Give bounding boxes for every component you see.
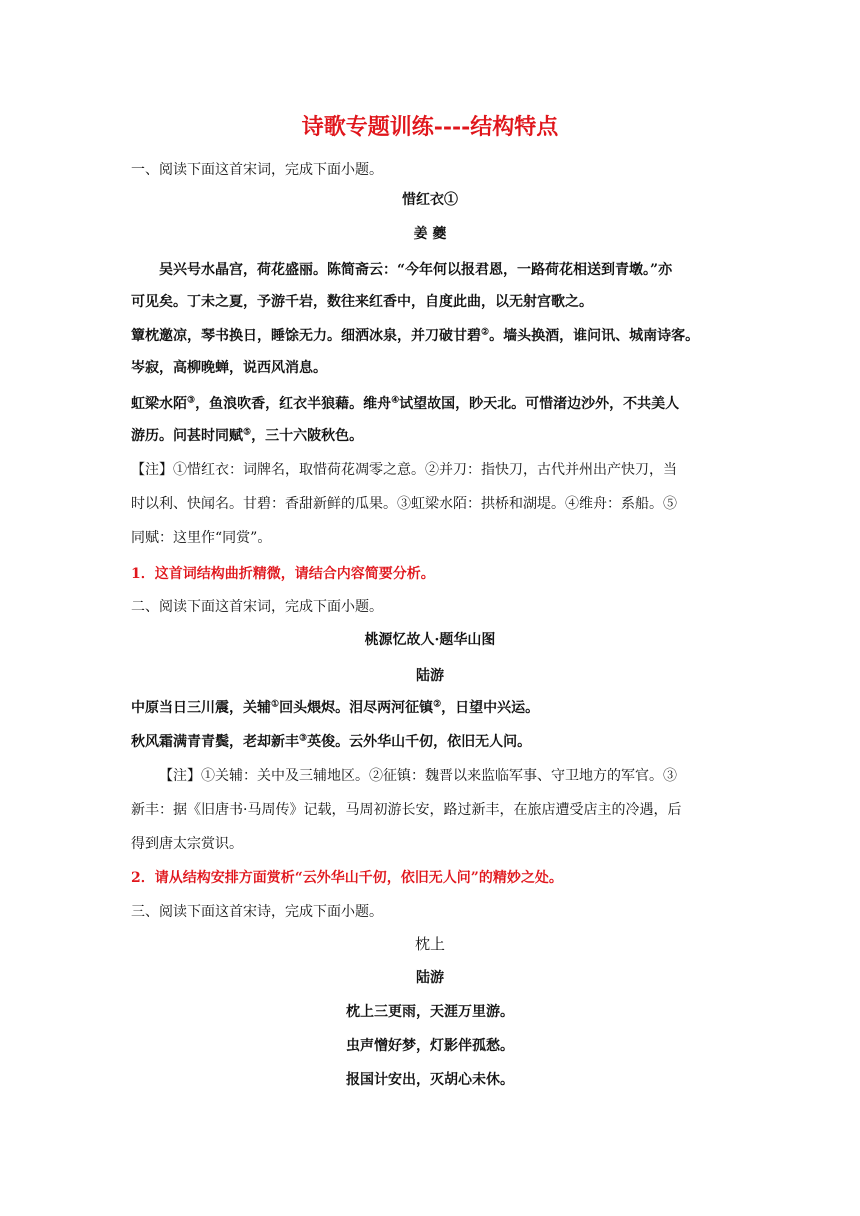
poem-3-line-1: 枕上三更雨，天涯万里游。 bbox=[346, 1004, 514, 1020]
poem-1-line-1-text-a: 簟枕邀凉，琴书换日，睡馀无力。细洒冰泉，并刀破甘碧 bbox=[131, 328, 481, 344]
poem-2-note-line-1: 【注】①关辅：关中及三辅地区。②征镇：魏晋以来监临军事、守卫地方的军官。③ bbox=[159, 768, 677, 784]
poem-3-line-2: 虫声憎好梦，灯影伴孤愁。 bbox=[346, 1038, 514, 1054]
footnote-marker: ② bbox=[481, 327, 490, 338]
poem-3-line-3: 报国计安出，灭胡心未休。 bbox=[346, 1072, 514, 1088]
poem-1-line-1-text-b: 。墙头换酒，谁问讯、城南诗客。 bbox=[489, 328, 700, 344]
footnote-marker: ③ bbox=[187, 395, 196, 406]
poem-2-line-1-text-c: ，日望中兴运。 bbox=[441, 700, 540, 716]
question-1: 1．这首词结构曲折精微，请结合内容简要分析。 bbox=[131, 566, 435, 582]
section-2-heading: 二、阅读下面这首宋词，完成下面小题。 bbox=[131, 599, 383, 615]
poem-2-line-1 bbox=[131, 698, 539, 718]
poem-1-note-line-3: 同赋：这里作“同赏”。 bbox=[131, 530, 272, 546]
poem-2-note-line-3: 得到唐太宗赏识。 bbox=[131, 836, 243, 852]
section-3-heading: 三、阅读下面这首宋诗，完成下面小题。 bbox=[131, 904, 383, 920]
poem-2-line-2 bbox=[131, 732, 531, 752]
poem-1-line-2: 岑寂，高柳晚蝉，说西风消息。 bbox=[131, 360, 327, 376]
poem-1-line-1 bbox=[131, 326, 699, 346]
poem-2-line-2-text-b: 英俊。云外华山千仞，依旧无人问。 bbox=[307, 734, 532, 750]
poem-2-line-2-text-a: 秋风霜满青青鬓，老却新丰 bbox=[131, 734, 299, 750]
footnote-marker: ③ bbox=[299, 733, 308, 744]
poem-2-line-1-text-b: 回头煨烬。泪尽两河征镇 bbox=[279, 700, 434, 716]
poem-1-line-4-text-b: ，三十六陂秋色。 bbox=[251, 428, 364, 444]
footnote-marker: ④ bbox=[391, 395, 400, 406]
poem-2-author: 陆游 bbox=[416, 668, 444, 684]
footnote-marker: ⑤ bbox=[243, 427, 252, 438]
poem-1-preface-line-1: 吴兴号水晶宫，荷花盛丽。陈简斋云：“今年何以报君恩，一路荷花相送到青墩。”亦 bbox=[159, 262, 673, 278]
document-title: 诗歌专题训练----结构特点 bbox=[301, 114, 559, 140]
poem-1-line-3-text-a: 虹梁水陌 bbox=[131, 396, 187, 412]
poem-2-line-1-text-a: 中原当日三川震，关辅 bbox=[131, 700, 271, 716]
section-1-heading: 一、阅读下面这首宋词，完成下面小题。 bbox=[131, 162, 383, 178]
poem-1-title: 惜红衣① bbox=[402, 192, 458, 208]
poem-1-note-line-2: 时以利、快闻名。甘碧：香甜新鲜的瓜果。③虹梁水陌：拱桥和湖堤。④维舟：系船。⑤ bbox=[131, 496, 677, 512]
poem-1-line-3 bbox=[131, 394, 679, 414]
poem-2-title: 桃源忆故人·题华山图 bbox=[364, 632, 496, 648]
poem-1-preface-line-2: 可见矣。丁未之夏，予游千岩，数往来红香中，自度此曲，以无射宫歌之。 bbox=[131, 294, 593, 310]
poem-3-title: 枕上 bbox=[414, 935, 445, 953]
poem-3-author: 陆游 bbox=[416, 970, 444, 986]
poem-2-note-line-2: 新丰：据《旧唐书·马周传》记载，马周初游长安，路过新丰，在旅店遭受店主的冷遇，后 bbox=[131, 802, 682, 818]
footnote-marker: ② bbox=[433, 699, 442, 710]
poem-1-line-4-text-a: 游历。问甚时同赋 bbox=[131, 428, 243, 444]
poem-1-author: 姜 夔 bbox=[413, 226, 447, 242]
poem-1-line-3-text-b: ，鱼浪吹香，红衣半狼藉。维舟 bbox=[195, 396, 392, 412]
poem-1-line-3-text-c: 试望故国，眇天北。可惜渚边沙外，不共美人 bbox=[399, 396, 680, 412]
poem-1-note-line-1: 【注】①惜红衣：词牌名，取惜荷花凋零之意。②并刀：指快刀，古代并州出产快刀，当 bbox=[131, 462, 677, 478]
question-2: 2．请从结构安排方面赏析“云外华山千仞，依旧无人问”的精妙之处。 bbox=[131, 870, 563, 886]
footnote-marker: ① bbox=[271, 699, 280, 710]
poem-1-line-4 bbox=[131, 426, 363, 446]
